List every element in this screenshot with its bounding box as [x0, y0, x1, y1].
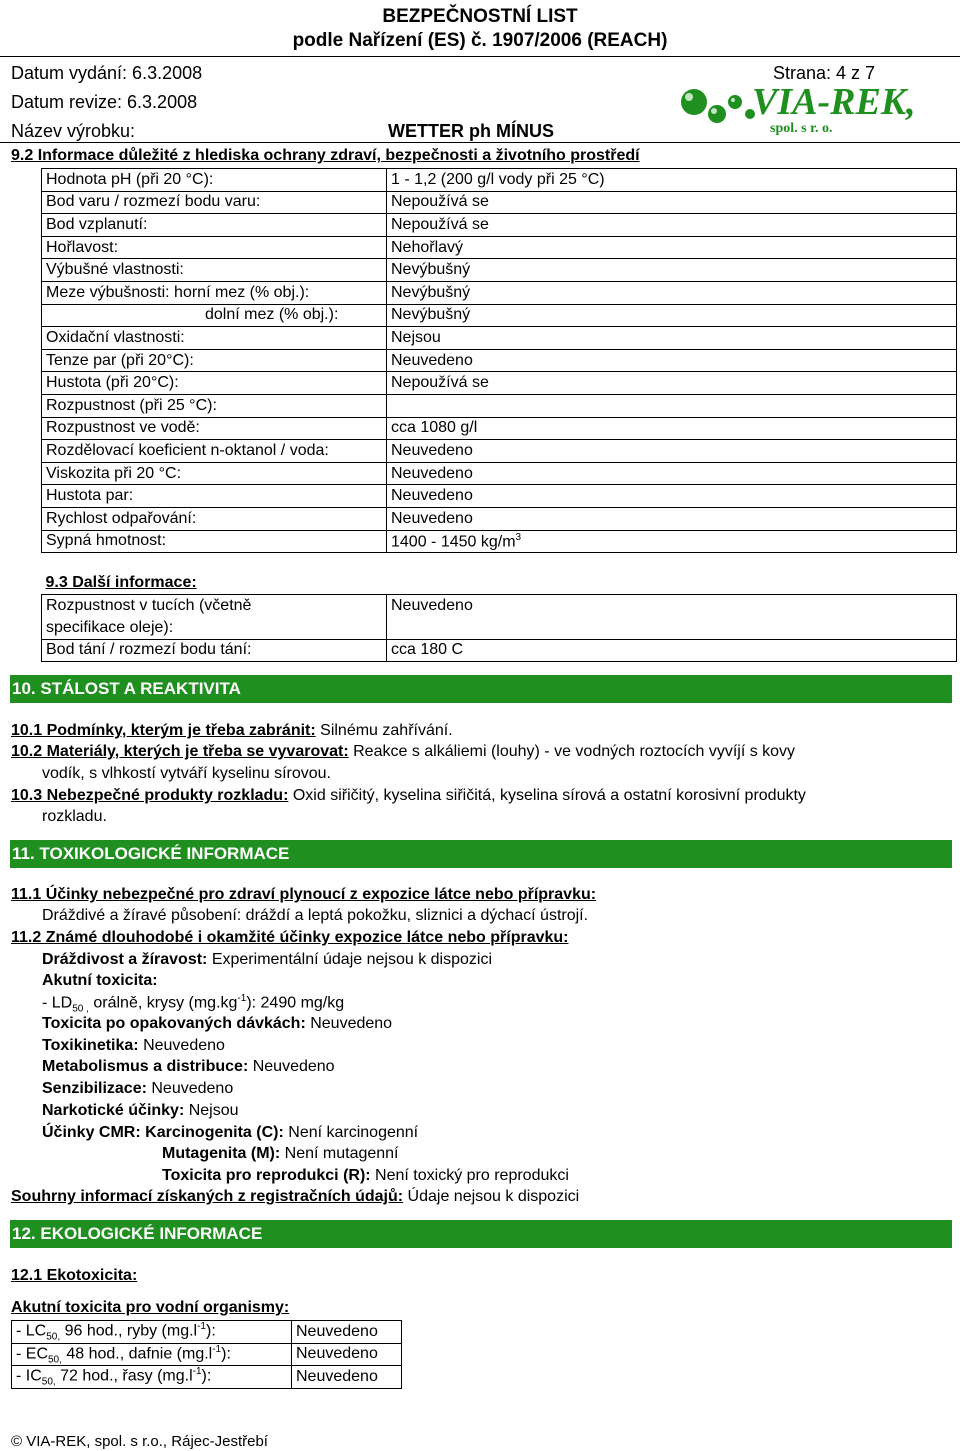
table-cell: - $EC_{50,}$ 48 hod., dafnie $(mg.l^{-1})$:: [12, 1343, 292, 1366]
table-cell: Hořlavost:: [42, 236, 387, 259]
table-cell: Neuvedeno: [387, 440, 957, 463]
table-row: [42, 349, 957, 372]
registration-summary: Souhrny informací získaných z registračních údajů: Údaje nejsou k dispozici: [11, 1188, 580, 1205]
table-cell: Rozdělovací koeficient n-oktanol / voda:: [42, 440, 387, 463]
table-row: [42, 281, 957, 304]
section-11-2-heading: 11.2 Známé dlouhodobé i okamžité účinky expozice látce nebo přípravku:: [11, 929, 569, 946]
table-cell: Bod varu / rozmezí bodu varu:: [42, 191, 387, 214]
cmr-mutagenicity: Mutagenita (M): Není mutagenní: [162, 1145, 399, 1162]
section-10-2-cont: vodík, s vlhkostí vytváří kyselinu sírovou.: [42, 765, 331, 782]
table-cell: Tenze par (při 20°C):: [42, 349, 387, 372]
revision-date: Datum revize: 6.3.2008: [11, 92, 198, 112]
table-cell: Sypná hmotnost:: [42, 530, 387, 553]
table-cell: Viskozita při 20 °C:: [42, 462, 387, 485]
table-cell: Neuvedeno: [387, 485, 957, 508]
metabolism: Metabolismus a distribuce: Neuvedeno: [42, 1058, 335, 1075]
table-cell: Nehořlavý: [387, 236, 957, 259]
table-cell: - $LC_{50,}$ 96 hod., ryby $(mg.l^{-1})$:: [12, 1321, 292, 1344]
table-cell: cca 1080 g/l: [387, 417, 957, 440]
table-row: [42, 394, 957, 417]
properties-table: [41, 168, 957, 553]
table-row: [42, 236, 957, 259]
table-row: [12, 1366, 402, 1389]
aquatic-toxicity-table: [11, 1320, 402, 1389]
table-cell: Rozpustnost (při 25 °C):: [42, 394, 387, 417]
cmr-carcinogenicity: Účinky CMR: Karcinogenita (C): Není karcinogenní: [42, 1124, 419, 1141]
table-cell: Neuvedeno: [387, 349, 957, 372]
table-cell: Nevýbušný: [387, 304, 957, 327]
table-row: [42, 417, 957, 440]
doc-title: BEZPEČNOSTNÍ LIST: [382, 6, 578, 27]
table-cell: Výbušné vlastnosti:: [42, 259, 387, 282]
table-row: [42, 327, 957, 350]
section-9-2-heading: 9.2 Informace důležité z hlediska ochrany zdraví, bezpečnosti a životního prostředí: [11, 147, 640, 164]
table-cell: Rozpustnost v tucích (včetně specifikace oleje):: [42, 594, 387, 639]
table-cell: Nepoužívá se: [387, 191, 957, 214]
section-11-bar: 11. TOXIKOLOGICKÉ INFORMACE: [10, 840, 952, 868]
acute-toxicity-label: Akutní toxicita:: [42, 972, 158, 989]
logo-subtext: spol. s r. o.: [770, 121, 833, 136]
aquatic-toxicity-heading: Akutní toxicita pro vodní organismy:: [11, 1299, 290, 1316]
table-row: [12, 1321, 402, 1344]
table-row: [42, 530, 957, 553]
table-row: [42, 572, 957, 594]
table-cell: Neuvedeno: [292, 1321, 402, 1344]
section-11-1-heading: 11.1 Účinky nebezpečné pro zdraví plynoucí z expozice látce nebo přípravku:: [11, 886, 597, 903]
section-12-1-heading: 12.1 Ekotoxicita:: [11, 1267, 138, 1284]
additional-info-table: [41, 572, 957, 662]
table-row: [42, 169, 957, 192]
table-cell: Neuvedeno: [292, 1343, 402, 1366]
product-label: Název výrobku:: [11, 121, 136, 141]
section-11-1-text: Dráždivé a žíravé působení: dráždí a leptá pokožku, sliznici a dýchací ústrojí.: [42, 907, 589, 924]
product-name: WETTER ph MÍNUS: [388, 121, 554, 141]
logo-text: VIA-REK,: [752, 81, 916, 123]
table-row: [42, 485, 957, 508]
table-cell: Neuvedeno: [292, 1366, 402, 1389]
issue-date: Datum vydání: 6.3.2008: [11, 63, 203, 83]
table-cell: [387, 572, 957, 594]
section-10-1: 10.1 Podmínky, kterým je třeba zabránit: Silnému zahřívání.: [11, 722, 453, 739]
table-row: [42, 214, 957, 237]
table-cell: [387, 394, 957, 417]
table-cell: - $IC_{50,}$ 72 hod., řasy $(mg.l^{-1})$:: [12, 1366, 292, 1389]
narcotic-effects: Narkotické účinky: Nejsou: [42, 1102, 239, 1119]
table-cell: Nepoužívá se: [387, 214, 957, 237]
table-cell: Neuvedeno: [387, 462, 957, 485]
section-10-3-cont: rozkladu.: [42, 808, 107, 825]
table-cell: cca 180 C: [387, 639, 957, 662]
table-cell: Neuvedeno: [387, 507, 957, 530]
section-12-bar: 12. EKOLOGICKÉ INFORMACE: [10, 1220, 952, 1248]
table-cell: Nejsou: [387, 327, 957, 350]
doc-regulation: podle Nařízení (ES) č. 1907/2006 (REACH): [292, 30, 668, 51]
table-cell: 9.3 Další informace:: [45, 573, 197, 591]
table-cell: 1 - 1,2 (200 g/l vody při 25 °C): [387, 169, 957, 192]
table-row: [42, 639, 957, 662]
table-cell: Neuvedeno: [387, 594, 957, 639]
table-row: [42, 372, 957, 395]
repeated-dose: Toxicita po opakovaných dávkách: Neuvedeno: [42, 1015, 393, 1032]
table-row: [42, 304, 957, 327]
table-row: [42, 191, 957, 214]
table-cell: Rozpustnost ve vodě:: [42, 417, 387, 440]
table-cell: Oxidační vlastnosti:: [42, 327, 387, 350]
table-cell: Nevýbušný: [387, 259, 957, 282]
page-number: Strana: 4 z 7: [773, 63, 876, 83]
table-cell: Bod tání / rozmezí bodu tání:: [42, 639, 387, 662]
table-row: [42, 462, 957, 485]
table-cell: dolní mez (% obj.):: [42, 304, 387, 327]
section-10-3: 10.3 Nebezpečné produkty rozkladu: Oxid siřičitý, kyselina siřičitá, kyselina sírová a ostatní korosivní produkty: [11, 787, 806, 804]
toxicokinetics: Toxikinetika: Neuvedeno: [42, 1037, 225, 1054]
ld50: - $LD_{50 ,}$ orálně, krysy $(mg.kg^{-1})$: 2490 mg/kg: [42, 993, 345, 1015]
section-10-2: 10.2 Materiály, kterých je třeba se vyvarovat: Reakce s alkáliemi (louhy) - ve vodných roztocích vyvíjí s kovy: [11, 743, 796, 760]
footer: © VIA-REK, spol. s r.o., Rájec-Jestřebí: [11, 1433, 268, 1450]
table-cell: Hustota par:: [42, 485, 387, 508]
table-row: [42, 259, 957, 282]
irritation: Dráždivost a žíravost: Experimentální údaje nejsou k dispozici: [42, 951, 492, 968]
table-cell: Hustota (při 20°C):: [42, 372, 387, 395]
table-cell: 1400 - 1450 $kg/m^3$: [387, 530, 957, 553]
table-row: [42, 440, 957, 463]
table-cell: Rychlost odpařování:: [42, 507, 387, 530]
cmr-reproduction: Toxicita pro reprodukci (R): Není toxický pro reprodukci: [162, 1167, 569, 1184]
table-row: [42, 507, 957, 530]
table-cell: Nevýbušný: [387, 281, 957, 304]
section-10-bar: 10. STÁLOST A REAKTIVITA: [10, 675, 952, 703]
table-cell: Meze výbušnosti: horní mez (% obj.):: [42, 281, 387, 304]
table-row: [12, 1343, 402, 1366]
table-cell: Nepoužívá se: [387, 372, 957, 395]
table-cell: Bod vzplanutí:: [42, 214, 387, 237]
table-row: [42, 594, 957, 639]
sensitisation: Senzibilizace: Neuvedeno: [42, 1080, 234, 1097]
table-cell: Hodnota pH (při 20 °C):: [42, 169, 387, 192]
